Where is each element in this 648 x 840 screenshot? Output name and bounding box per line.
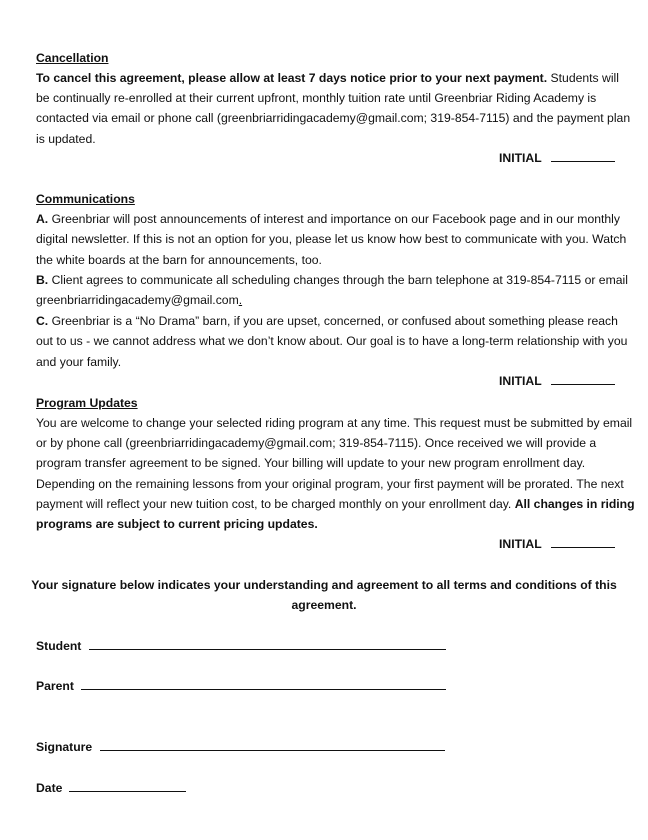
item-c-text: Greenbriar is a “No Drama” barn, if you are upset, concerned, or confused about something please reach [48,314,618,328]
item-a-text: Greenbriar will post announcements of interest and importance on our Facebook page and in our monthly [48,212,620,226]
date-label: Date [36,781,63,795]
program-updates-line-5-text: payment will reflect your new tuition cost, to be charged monthly on your enrollment day. [36,497,515,511]
signature-label: Signature [36,740,93,754]
communications-heading: Communications [36,192,135,206]
initial-label: INITIAL [499,374,542,388]
communications-c-line-2: out to us - we cannot address what we don’t know about. Our goal is to have a long-term relationship with you [36,334,628,348]
signature-field-row [36,740,445,754]
cancellation-line-3: contacted via email or phone call (greenbriarridingacademy@gmail.com; 319-854-7115) and the payment plan [36,111,631,125]
agreement-line-1: Your signature below indicates your understanding and agreement to all terms and conditions of this [31,578,617,592]
item-c-label: C. [36,314,49,328]
parent-field-row [36,679,446,693]
cancellation-heading: Cancellation [36,51,109,65]
communications-a-line-1 [36,212,620,226]
program-updates-heading: Program Updates [36,396,138,410]
cancellation-line-4: is updated. [36,132,96,146]
email-link[interactable]: greenbriarridingacademy@gmail.com [36,293,239,307]
date-line[interactable] [69,781,186,792]
cancellation-line-2: be continually re-enrolled at their current upfront, monthly tuition rate until Greenbriar Riding Academy is [36,91,597,105]
cancellation-initial-field[interactable] [551,151,615,162]
student-field-row [36,639,446,653]
program-updates-line-3: program transfer agreement to be signed. Your billing will update to your new program enrollment day. [36,456,586,470]
cancellation-line-1-rest: Students will [547,71,619,85]
item-b-label: B. [36,273,49,287]
agreement-line-2: agreement. [291,598,357,612]
communications-b-line-1 [36,273,628,287]
communications-b-line-2 [36,293,242,307]
communications-a-line-3: the white boards at the barn for announcements, too. [36,253,322,267]
signature-line[interactable] [100,740,445,751]
student-label: Student [36,639,82,653]
parent-signature-line[interactable] [81,679,446,690]
item-a-label: A. [36,212,49,226]
program-updates-line-5 [36,497,635,511]
parent-label: Parent [36,679,74,693]
cancellation-bold-lead: To cancel this agreement, please allow at least 7 days notice prior to your next payment. [36,71,548,85]
initial-label: INITIAL [499,151,542,165]
item-b-text: Client agrees to communicate all scheduling changes through the barn telephone at 319-854-7115 or email [48,273,628,287]
communications-c-line-3: and your family. [36,355,122,369]
cancellation-initial [499,151,615,165]
program-updates-line-6: programs are subject to current pricing updates. [36,517,318,531]
email-link-tail: . [238,293,243,307]
communications-initial-field[interactable] [551,374,615,385]
program-updates-line-4: Depending on the remaining lessons from your original program, your first payment will be prorated. The next [36,477,624,491]
communications-initial [499,374,615,388]
program-updates-line-2: or by phone call (greenbriarridingacademy@gmail.com; 319-854-7115). Once received we will provide a [36,436,597,450]
initial-label: INITIAL [499,537,542,551]
date-field-row [36,781,186,795]
communications-a-line-2: digital newsletter. If this is not an option for you, please let us know how best to communicate with you. Watch [36,232,627,246]
program-updates-initial-field[interactable] [551,537,615,548]
program-updates-line-5-bold: All changes in riding [514,497,635,511]
program-updates-initial [499,537,615,551]
program-updates-line-1: You are welcome to change your selected riding program at any time. This request must be submitted by email [36,416,633,430]
cancellation-line-1 [36,71,619,85]
student-signature-line[interactable] [89,639,446,650]
communications-c-line-1 [36,314,618,328]
